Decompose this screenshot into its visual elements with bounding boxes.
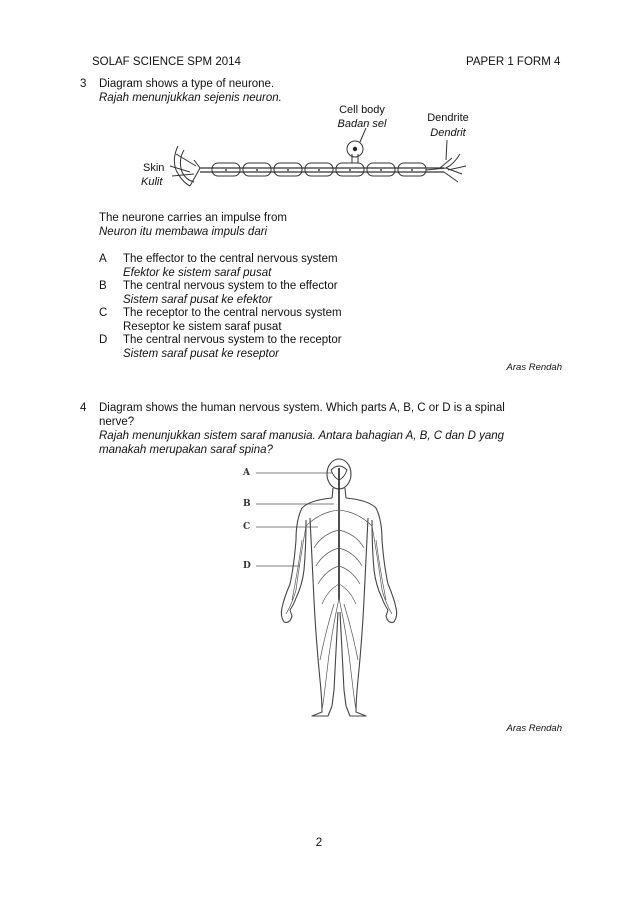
question-stem-ms-line1: Rajah menunjukkan sistem saraf manusia. Antara bahagian A, B, C dan D yang xyxy=(99,430,505,442)
option-letter: C xyxy=(99,307,108,319)
option-text-en: The receptor to the central nervous system xyxy=(123,307,342,319)
question-stem-ms: Rajah menunjukkan sejenis neuron. xyxy=(99,92,282,104)
option-text-en: The central nervous system to the receptor xyxy=(123,334,342,346)
header-right: PAPER 1 FORM 4 xyxy=(466,56,561,68)
option-letter: D xyxy=(99,334,108,346)
label-cell-body: Cell body xyxy=(339,104,385,116)
option-text-ms: Reseptor ke sistem saraf pusat xyxy=(123,321,282,333)
label-a: A xyxy=(243,468,250,478)
question-stem-en-line1: Diagram shows the human nervous system. Which parts A, B, C or D is a spinal xyxy=(99,402,505,414)
label-badan-sel: Badan sel xyxy=(337,118,387,130)
question-number: 3 xyxy=(80,78,87,90)
option-text-ms: Sistem saraf pusat ke efektor xyxy=(123,294,272,306)
page-number: 2 xyxy=(315,837,323,849)
label-kulit: Kulit xyxy=(141,176,163,188)
label-c: C xyxy=(243,522,251,532)
label-dendrit: Dendrit xyxy=(430,127,466,139)
label-skin: Skin xyxy=(143,162,165,174)
option-text-en: The central nervous system to the effector xyxy=(123,280,338,292)
option-letter: A xyxy=(99,253,107,265)
label-d: D xyxy=(243,561,251,571)
option-text-ms: Sistem saraf pusat ke reseptor xyxy=(123,348,279,360)
question-stem-en: Diagram shows a type of neurone. xyxy=(99,78,275,90)
question-number: 4 xyxy=(80,402,87,414)
header-left: SOLAF SCIENCE SPM 2014 xyxy=(92,56,241,68)
option-text-ms: Efektor ke sistem saraf pusat xyxy=(123,267,272,279)
question-stem-ms-line2: manakah merupakan saraf spina? xyxy=(99,444,273,456)
label-dendrite: Dendrite xyxy=(427,112,469,124)
label-b: B xyxy=(243,499,251,509)
question-text-ms: Neuron itu membawa impuls dari xyxy=(99,226,268,238)
question-text-en: The neurone carries an impulse from xyxy=(99,212,287,224)
option-text-en: The effector to the central nervous system xyxy=(123,253,338,265)
question-stem-en-line2: nerve? xyxy=(99,416,135,428)
option-letter: B xyxy=(99,280,107,292)
difficulty-level: Aras Rendah xyxy=(506,362,562,373)
difficulty-level: Aras Rendah xyxy=(506,723,562,734)
